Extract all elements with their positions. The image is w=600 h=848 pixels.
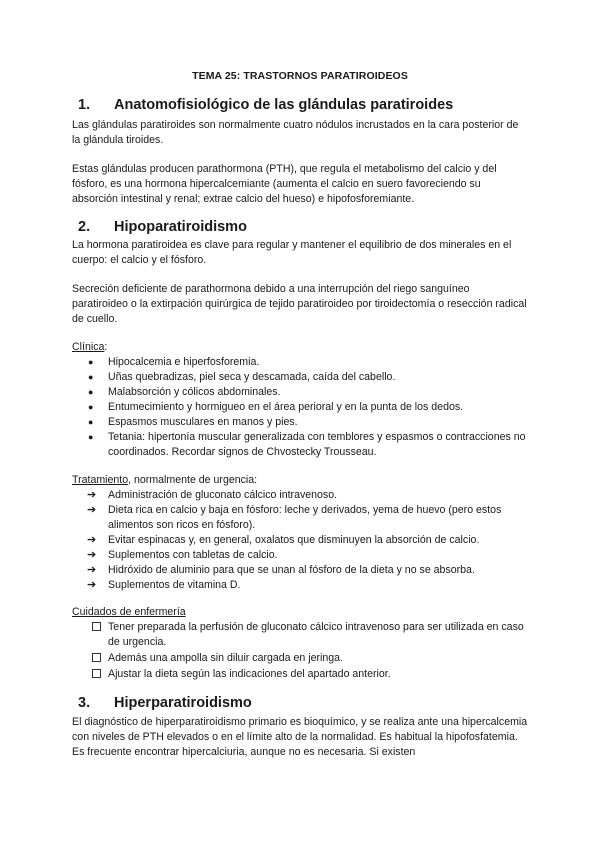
list-item [72,578,528,593]
section-2-paragraph-1: La hormona paratiroidea es clave para regular y mantener el equilibrio de dos minerales en el cuerpo: el calcio y el fósforo. [72,239,512,266]
arrow-right-icon: ➔ [87,489,97,501]
list-item [72,488,528,503]
clinica-list [72,355,528,460]
list-item-text: Tetania: hipertonía muscular generalizada con temblores y espasmos o contracciones no coordinados. Recordar signos de Chvostecky Trousseau. [108,431,526,458]
list-item-text: Evitar espinacas y, en general, oxalatos que disminuyen la absorción de calcio. [108,534,480,546]
section-1-title: Anatomofisiológico de las glándulas paratiroides [114,97,454,113]
arrow-right-icon: ➔ [87,504,97,516]
checklist-item-text: Además una ampolla sin diluir cargada en jeringa. [108,652,343,664]
clinica-label: Clínica [72,341,105,353]
clinica-label-line [72,340,528,355]
list-item-text: Hipocalcemia e hiperfosforemia. [108,356,260,368]
list-item [72,400,528,415]
arrow-right-icon: ➔ [87,549,97,561]
list-item [72,370,528,385]
tratamiento-label-line [72,473,528,488]
list-item-text: Uñas quebradizas, piel seca y descamada, caída del cabello. [108,371,396,383]
checklist-item [72,667,528,682]
section-3-paragraph-1: El diagnóstico de hiperparatiroidismo primario es bioquímico, y se realiza ante una hipercalcemia con niveles de PTH elevados o en el límite alto de la normalidad. Es habitual la hipofosfatemia. Es frecuente encontrar hipercalciuria, aunque no es necesaria. Si existen [72,716,528,758]
section-2-title: Hipoparatiroidismo [114,219,247,235]
cuidados-label: Cuidados de enfermería [72,606,186,618]
document-title: TEMA 25: TRASTORNOS PARATIROIDEOS [192,70,408,82]
section-3-number: 3. [78,695,91,711]
section-1-number: 1. [78,97,91,113]
list-item-text: Hidróxido de aluminio para que se unan al fósforo de la dieta y no se absorba. [108,564,475,576]
section-1-paragraph-2: Estas glándulas producen parathormona (PTH), que regula el metabolismo del calcio y del fósforo, es una hormona hipercalcemiante (aumenta el calcio en suero favoreciendo su absorción intestinal y renal; extrae calcio del hueso) e hipofosforemiante. [72,163,497,205]
list-item [72,503,528,533]
checkbox[interactable] [92,653,101,662]
tratamiento-label: Tratamiento [72,474,129,486]
cuidados-checklist [72,620,528,683]
bullet-icon: ● [88,387,94,397]
list-item [72,548,528,563]
arrow-right-icon: ➔ [87,579,97,591]
checklist-item-text: Tener preparada la perfusión de gluconato cálcico intravenoso para ser utilizada en caso de urgencia. [108,621,524,648]
section-1-paragraph-1: Las glándulas paratiroides son normalmente cuatro nódulos incrustados en la cara posterior de la glándula tiroides. [72,119,519,146]
checklist-item [72,620,528,650]
list-item-text: Administración de gluconato cálcico intravenoso. [108,489,338,501]
list-item [72,355,528,370]
list-item [72,563,528,578]
list-item [72,533,528,548]
list-item [72,415,528,430]
arrow-right-icon: ➔ [87,534,97,546]
checkbox[interactable] [92,669,101,678]
list-item-text: Dieta rica en calcio y baja en fósforo: leche y derivados, yema de huevo (pero estos alimentos son ricos en fósforo). [108,504,502,531]
bullet-icon: ● [88,372,94,382]
arrow-right-icon: ➔ [87,564,97,576]
bullet-icon: ● [88,432,94,442]
list-item-text: Suplementos con tabletas de calcio. [108,549,278,561]
list-item-text: Entumecimiento y hormigueo en el área perioral y en la punta de los dedos. [108,401,464,413]
checklist-item [72,651,528,666]
list-item-text: Espasmos musculares en manos y pies. [108,416,298,428]
list-item [72,385,528,400]
section-2-paragraph-2: Secreción deficiente de parathormona debido a una interrupción del riego sanguíneo paratiroideo o la extirpación quirúrgica de tejido paratiroideo por tiroidectomía o resección radical de cuello. [72,283,527,325]
checklist-item-text: Ajustar la dieta según las indicaciones del apartado anterior. [108,668,391,680]
bullet-icon: ● [88,417,94,427]
checkbox[interactable] [92,622,101,631]
tratamiento-list [72,488,528,593]
section-2-heading [72,219,247,235]
bullet-icon: ● [88,357,94,367]
list-item [72,430,528,460]
section-1-heading [72,97,453,113]
list-item-text: Malabsorción y cólicos abdominales. [108,386,281,398]
section-3-title: Hiperparatiroidismo [114,695,252,711]
section-2-number: 2. [78,219,91,235]
clinica-colon: : [104,341,108,353]
section-3-heading [72,695,252,711]
bullet-icon: ● [88,402,94,412]
list-item-text: Suplementos de vitamina D. [108,579,241,591]
tratamiento-label-rest: , normalmente de urgencia: [128,474,258,486]
cuidados-label-line [72,605,528,620]
